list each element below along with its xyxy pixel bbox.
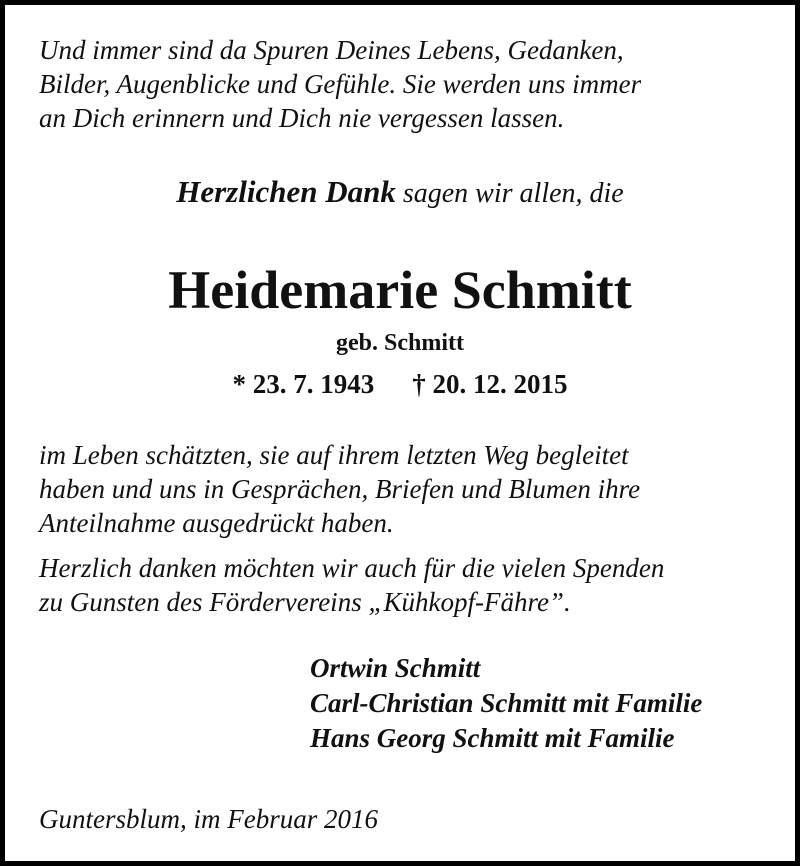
thanks-heading xyxy=(5,175,795,211)
paragraph-line: Herzlich danken möchten wir auch für die vielen Spenden xyxy=(39,553,665,583)
intro-line: Bilder, Augenblicke und Gefühle. Sie werden uns immer xyxy=(39,69,642,99)
paragraph-line: im Leben schätzten, sie auf ihrem letzten Weg begleitet xyxy=(39,440,629,470)
thanks-paragraph xyxy=(39,438,779,540)
signatures-block xyxy=(310,651,702,756)
intro-line: Und immer sind da Spuren Deines Lebens, Gedanken, xyxy=(39,35,624,65)
death-date: † 20. 12. 2015 xyxy=(412,369,568,399)
thanks-strong: Herzlichen Dank xyxy=(176,174,396,209)
life-dates xyxy=(5,367,795,401)
paragraph-line: haben und uns in Gesprächen, Briefen und Blumen ihre xyxy=(39,474,641,504)
place-and-date: Guntersblum, im Februar 2016 xyxy=(39,804,378,834)
maiden-name: geb. Schmitt xyxy=(336,330,464,356)
intro-verse xyxy=(39,33,779,135)
paragraph-line: zu Gunsten des Fördervereins „Kühkopf-Fähre”. xyxy=(39,587,571,617)
signature-name: Carl-Christian Schmitt mit Familie xyxy=(310,688,703,718)
deceased-name: Heidemarie Schmitt xyxy=(168,260,632,320)
intro-line: an Dich erinnern und Dich nie vergessen lassen. xyxy=(39,103,565,133)
thanks-rest: sagen wir allen, die xyxy=(402,178,624,209)
paragraph-line: Anteilnahme ausgedrückt haben. xyxy=(39,508,394,538)
donation-paragraph xyxy=(39,551,779,619)
signature-name: Hans Georg Schmitt mit Familie xyxy=(310,723,675,753)
signature-name: Ortwin Schmitt xyxy=(310,653,481,683)
birth-date: * 23. 7. 1943 xyxy=(232,369,375,399)
